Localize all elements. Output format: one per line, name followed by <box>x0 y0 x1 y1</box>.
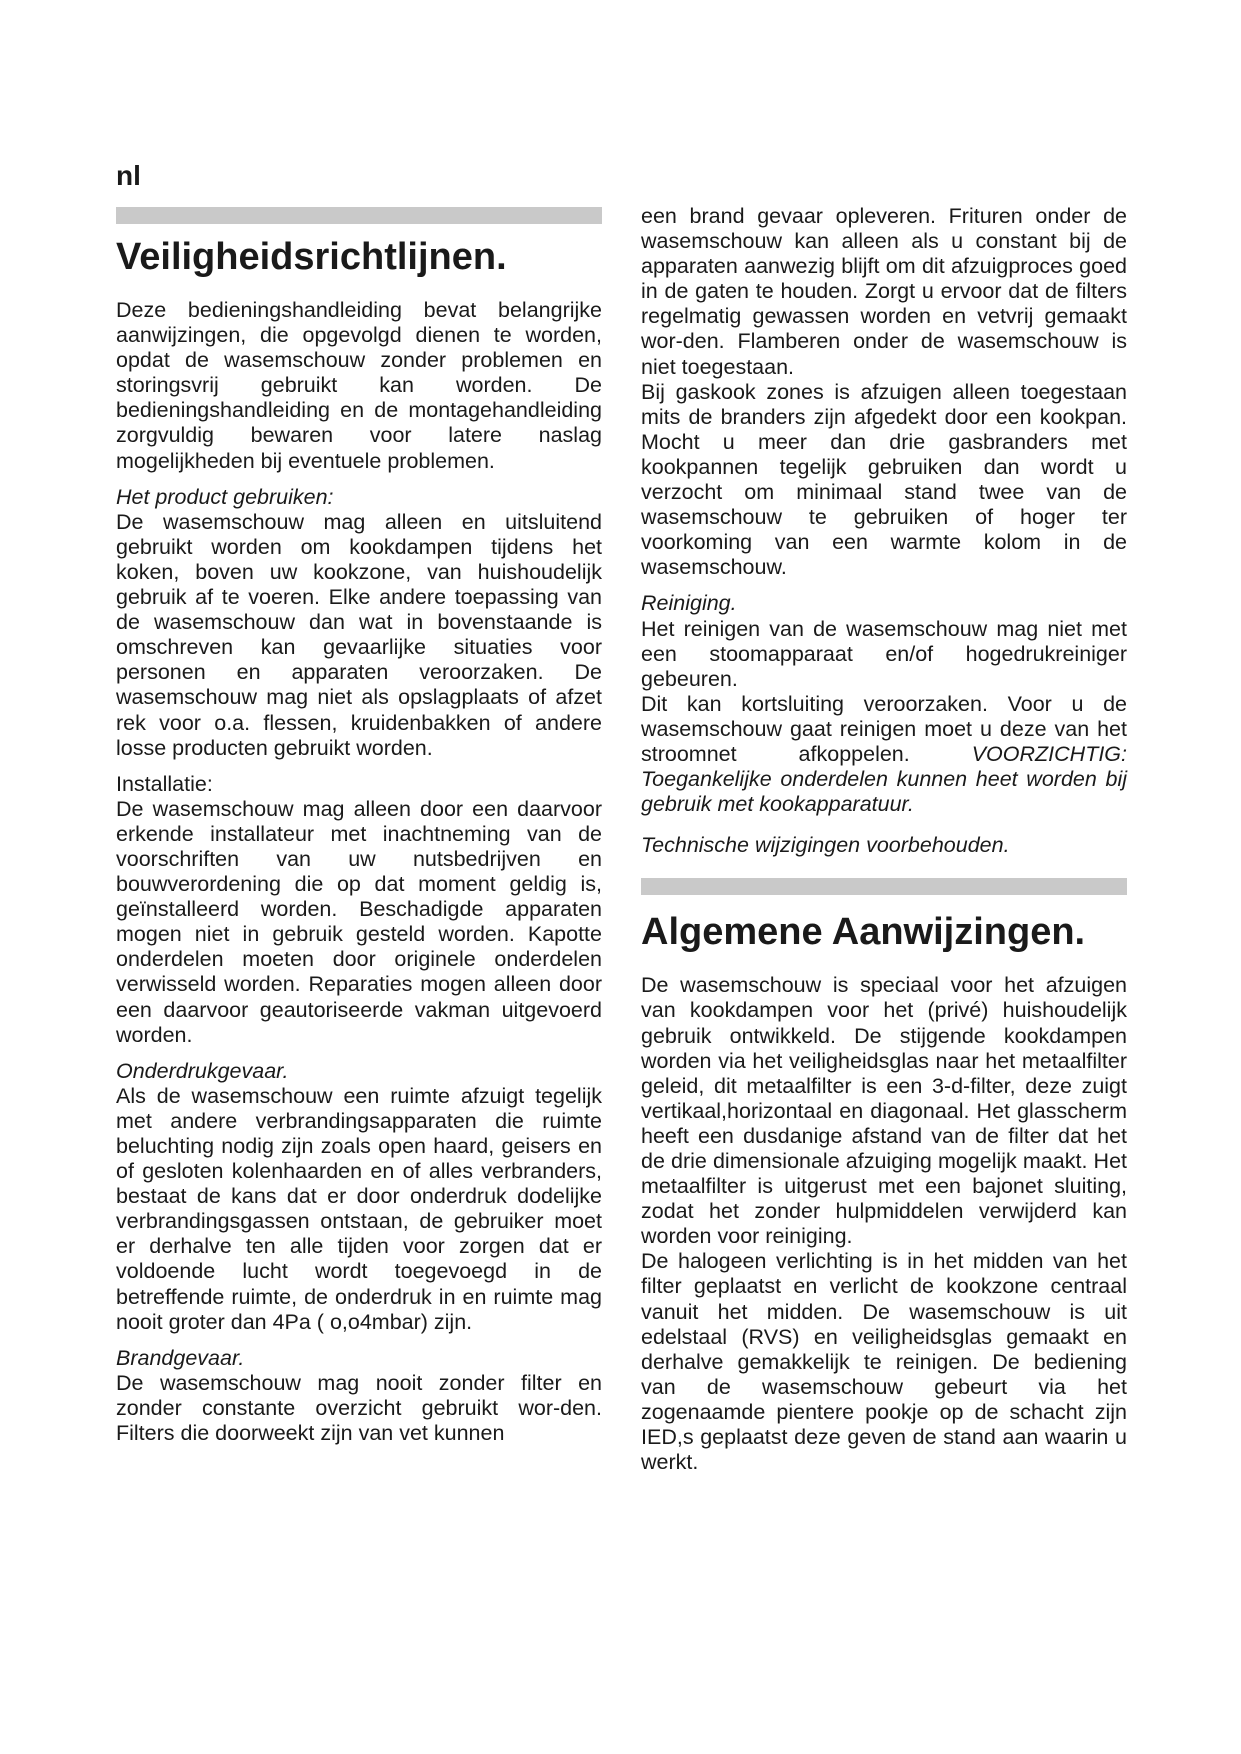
cleaning-text-1: Het reinigen van de wasemschouw mag niet met een stoomapparaat en/of hogedrukreiniger gebeuren. <box>641 616 1127 691</box>
pressure-heading: Onderdrukgevaar. <box>116 1058 289 1083</box>
general-text-2: De halogeen verlichting is in het midden van het filter geplaatst en verlicht de kookzone centraal vanuit het midden. De wasemschouw is uit edelstaal (RVS) en veiligheidsglas gemaakt en derhalve gemakkelijk te reinigen. De bediening van de wasemschouw gebeurt via het zogenaamde pientere pookje op de schacht zijn IED,s geplaatst deze geven de stand aan waarin u werkt. <box>641 1249 1127 1475</box>
install-heading: Installatie: <box>116 771 213 796</box>
intro-paragraph: Deze bedieningshandleiding bevat belangrijke aanwijzingen, die opgevolgd dienen te worden, opdat de wasemschouw zonder problemen en storingsvrij gebruikt kan worden. De bedieningshandleiding en de montagehandleiding zorgvuldig bewaren voor latere naslag mogelijkheden bij eventuele problemen. <box>116 298 602 473</box>
install-section <box>116 772 602 1048</box>
right-column <box>641 204 1127 1475</box>
gas-text: Bij gaskook zones is afzuigen alleen toegestaan mits de branders zijn afgedekt door een kookpan. Mocht u meer dan drie gasbranders met kookpannen tegelijk gebruiken dan wordt u verzocht om minimaal stand twee van de wasemschouw te gebruiken of hoger ter voorkoming van een warmte kolom in de wasemschouw. <box>641 379 1127 580</box>
cleaning-text-2 <box>641 692 1127 817</box>
general-text-1: De wasemschouw is speciaal voor het afzuigen van kookdampen voor het (privé) huishoudelijk gebruik ontwikkeld. De stijgende kookdampen worden via het veiligheidsglas naar het metaalfilter geleid, dit metaalfilter is een 3-d-filter, deze zuigt vertikaal,horizontaal en diagonaal. Het glasscherm heeft een dusdanige afstand van de filter dat het de drie dimensionale afzuiging mogelijk maakt. Het metaalfilter is uitgerust met een bajonet sluiting, zodat het zonder hulpmiddelen verwijderd kan worden voor reiniging. <box>641 973 1127 1249</box>
language-code: nl <box>116 160 141 191</box>
section-divider-bar <box>116 207 602 224</box>
fire-text: De wasemschouw mag nooit zonder filter en zonder constante overzicht gebruikt wor-den. Filters die doorweekt zijn van vet kunnen <box>116 1370 602 1446</box>
safety-title: Veiligheidsrichtlijnen. <box>116 236 507 278</box>
left-column <box>116 207 602 1457</box>
product-text: De wasemschouw mag alleen en uitsluitend gebruikt worden om kookdampen tijdens het koken, boven uw kookzone, van huishoudelijk gebruik af te voeren. Elke andere toepassing van de wasemschouw dan wat in bovenstaande is omschreven kan gevaarlijke situaties voor personen en apparaten veroorzaken. De wasemschouw mag niet als opslagplaats of afzet rek voor o.a. flessen, kruidenbakken of andere losse producten gebruikt worden. <box>116 509 602 760</box>
cleaning-section <box>641 591 1127 817</box>
section-divider-bar <box>641 878 1127 895</box>
product-section <box>116 485 602 761</box>
pressure-text: Als de wasemschouw een ruimte afzuigt tegelijk met andere verbrandingsapparaten die ruimte beluchting nodig zijn zoals open haard, geisers en of gesloten kolenhaarden en of alles verbranders, bestaat de kans dat er door onderdruk dodelijke verbrandingsgassen ontstaan, de gebruiker moet er derhalve ten alle tijden voor zorgen dat er voldoende lucht wordt toegevoegd in de betreffende ruimte, de onderdruk in en ruimte mag nooit groter dan 4Pa ( o,o4mbar) zijn. <box>116 1083 602 1334</box>
technical-changes-note: Technische wijzigingen voorbehouden. <box>641 833 1010 858</box>
product-heading: Het product gebruiken: <box>116 484 334 509</box>
cleaning-heading: Reiniging. <box>641 591 737 616</box>
fire-heading: Brandgevaar. <box>116 1345 245 1370</box>
install-text: De wasemschouw mag alleen door een daarvoor erkende installateur met inachtneming van de voorschriften van uw nutsbedrijven en bouwverordening die op dat moment geldig is, geïnstalleerd worden. Beschadigde apparaten mogen niet in gebruik gesteld worden. Kapotte onderdelen moeten door originele onderdelen verwisseld worden. Reparaties mogen alleen door een daarvoor geautoriseerde vakman uitgevoerd worden. <box>116 796 602 1047</box>
cleaning-text-2-body: Dit kan kortsluiting veroorzaken. Voor u de wasemschouw gaat reinigen moet u deze van het stroomnet afkoppelen. <box>641 691 1127 766</box>
fire-section <box>116 1346 602 1446</box>
pressure-section <box>116 1059 602 1335</box>
caution-note: VOORZICHTIG: Toegankelijke onderdelen kunnen heet worden bij gebruik met kookapparatuur. <box>641 741 1127 817</box>
general-title: Algemene Aanwijzingen. <box>641 911 1086 954</box>
fire-text-continued: een brand gevaar opleveren. Frituren onder de wasemschouw kan alleen als u constant bij de apparaten aanwezig blijft om dit afzuigproces goed in de gaten te houden. Zorgt u ervoor dat de filters regelmatig gewassen worden en vetvrij gemaakt wor-den. Flamberen onder de wasemschouw is niet toegestaan. <box>641 204 1127 379</box>
